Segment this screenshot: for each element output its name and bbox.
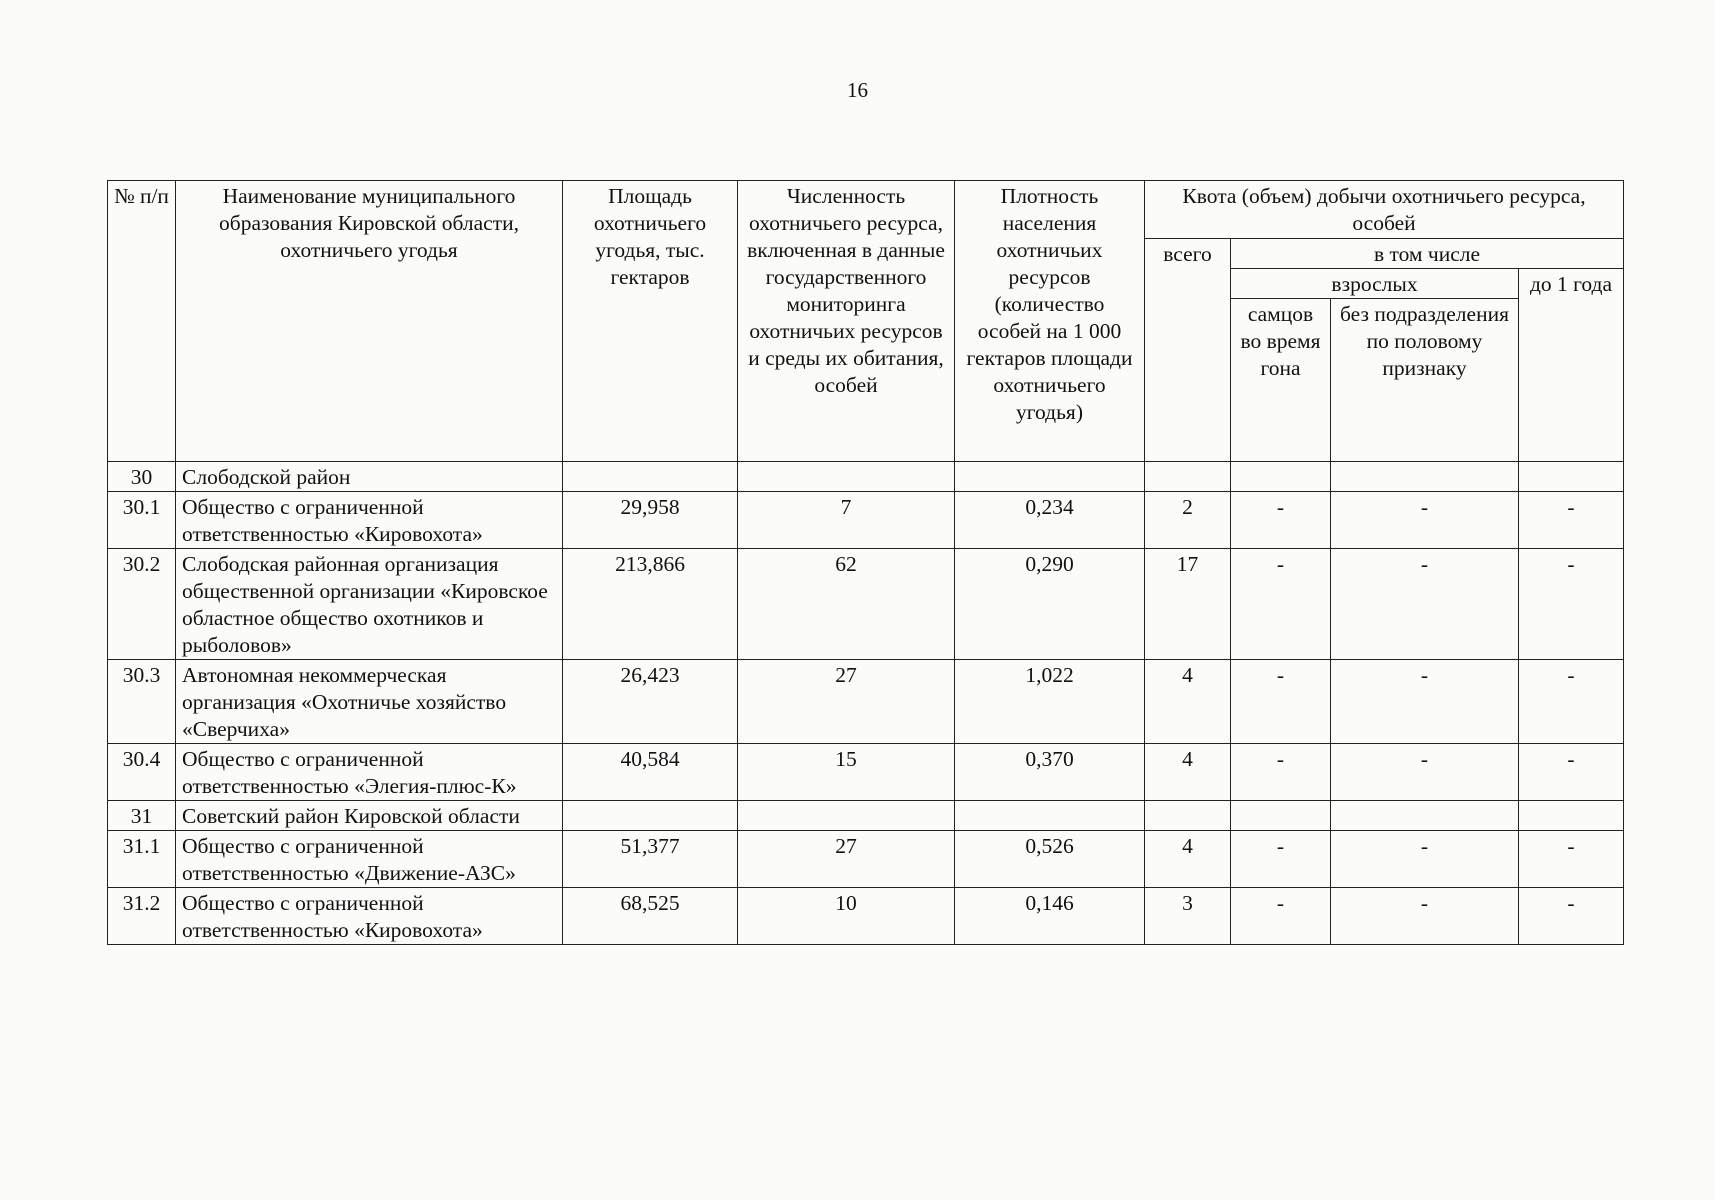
- row-area: 40,584: [563, 744, 738, 801]
- row-total: 4: [1145, 744, 1231, 801]
- row-density: 0,234: [955, 492, 1145, 549]
- row-no-sex-division: [1331, 462, 1519, 492]
- row-no-sex-division: -: [1331, 831, 1519, 888]
- table-row: [108, 831, 1624, 888]
- row-under-1-year: -: [1519, 660, 1624, 744]
- row-no-sex-division: -: [1331, 660, 1519, 744]
- row-density: 0,146: [955, 888, 1145, 945]
- row-count: 62: [738, 549, 955, 660]
- table-row: [108, 888, 1624, 945]
- row-under-1-year: -: [1519, 492, 1624, 549]
- row-count: 27: [738, 831, 955, 888]
- row-under-1-year: -: [1519, 744, 1624, 801]
- row-males-rut: -: [1231, 744, 1331, 801]
- row-under-1-year: -: [1519, 549, 1624, 660]
- row-num: 31.2: [108, 888, 176, 945]
- row-density: 0,526: [955, 831, 1145, 888]
- row-males-rut: -: [1231, 549, 1331, 660]
- row-no-sex-division: -: [1331, 549, 1519, 660]
- row-under-1-year: [1519, 801, 1624, 831]
- row-name: Автономная некоммерческая организация «Охотничье хозяйство «Сверчиха»: [176, 660, 563, 744]
- row-num: 30.3: [108, 660, 176, 744]
- table-row: [108, 492, 1624, 549]
- row-total: [1145, 801, 1231, 831]
- row-total: 4: [1145, 660, 1231, 744]
- row-num: 31.1: [108, 831, 176, 888]
- quota-table: [107, 180, 1624, 945]
- row-area: 26,423: [563, 660, 738, 744]
- row-total: [1145, 462, 1231, 492]
- header-under-1-year: до 1 года: [1519, 269, 1624, 462]
- row-males-rut: -: [1231, 831, 1331, 888]
- header-including: в том числе: [1231, 239, 1624, 269]
- row-num: 30: [108, 462, 176, 492]
- row-density: 0,370: [955, 744, 1145, 801]
- row-total: 4: [1145, 831, 1231, 888]
- row-area: 29,958: [563, 492, 738, 549]
- table-row: [108, 549, 1624, 660]
- row-total: 3: [1145, 888, 1231, 945]
- header-quota: Квота (объем) добычи охотничьего ресурса, особей: [1145, 181, 1624, 239]
- header-density: Плотность населения охотничьих ресурсов (количество особей на 1 000 гектаров площади охотничьего угодья): [955, 181, 1145, 462]
- row-density: [955, 462, 1145, 492]
- header-count: Численность охотничьего ресурса, включенная в данные государственного мониторинга охотничьих ресурсов и среды их обитания, особей: [738, 181, 955, 462]
- row-num: 30.4: [108, 744, 176, 801]
- row-males-rut: -: [1231, 492, 1331, 549]
- row-no-sex-division: -: [1331, 888, 1519, 945]
- row-name: Общество с ограниченной ответственностью «Элегия-плюс-К»: [176, 744, 563, 801]
- row-total: 17: [1145, 549, 1231, 660]
- header-males-rut: самцов во время гона: [1231, 299, 1331, 462]
- table-row: [108, 462, 1624, 492]
- row-no-sex-division: -: [1331, 492, 1519, 549]
- row-count: [738, 462, 955, 492]
- row-males-rut: -: [1231, 660, 1331, 744]
- page-number: 16: [847, 78, 868, 102]
- row-name: Общество с ограниченной ответственностью «Движение-АЗС»: [176, 831, 563, 888]
- row-name: Общество с ограниченной ответственностью «Кировохота»: [176, 492, 563, 549]
- row-num: 30.1: [108, 492, 176, 549]
- header-adults: взрослых: [1231, 269, 1519, 299]
- header-area: Площадь охотничьего угодья, тыс. гектаров: [563, 181, 738, 462]
- header-num: № п/п: [108, 181, 176, 462]
- table-row: [108, 801, 1624, 831]
- row-area: 51,377: [563, 831, 738, 888]
- row-males-rut: [1231, 801, 1331, 831]
- row-total: 2: [1145, 492, 1231, 549]
- row-under-1-year: -: [1519, 888, 1624, 945]
- row-no-sex-division: -: [1331, 744, 1519, 801]
- row-under-1-year: [1519, 462, 1624, 492]
- row-name: Общество с ограниченной ответственностью «Кировохота»: [176, 888, 563, 945]
- row-density: [955, 801, 1145, 831]
- row-no-sex-division: [1331, 801, 1519, 831]
- row-males-rut: -: [1231, 888, 1331, 945]
- table-row: [108, 660, 1624, 744]
- row-num: 30.2: [108, 549, 176, 660]
- header-no-sex-division: без подразделения по половому признаку: [1331, 299, 1519, 462]
- row-count: 10: [738, 888, 955, 945]
- row-name: Слободская районная организация общественной организации «Кировское областное общество охотников и рыболовов»: [176, 549, 563, 660]
- header-total: всего: [1145, 239, 1231, 462]
- row-area: 68,525: [563, 888, 738, 945]
- row-count: 7: [738, 492, 955, 549]
- row-name: Советский район Кировской области: [176, 801, 563, 831]
- row-area: [563, 801, 738, 831]
- row-name: Слободской район: [176, 462, 563, 492]
- row-density: 0,290: [955, 549, 1145, 660]
- row-density: 1,022: [955, 660, 1145, 744]
- row-count: 27: [738, 660, 955, 744]
- row-count: 15: [738, 744, 955, 801]
- row-under-1-year: -: [1519, 831, 1624, 888]
- row-area: 213,866: [563, 549, 738, 660]
- header-name: Наименование муниципального образования Кировской области, охотничьего угодья: [176, 181, 563, 462]
- row-num: 31: [108, 801, 176, 831]
- row-count: [738, 801, 955, 831]
- table-row: [108, 744, 1624, 801]
- row-area: [563, 462, 738, 492]
- row-males-rut: [1231, 462, 1331, 492]
